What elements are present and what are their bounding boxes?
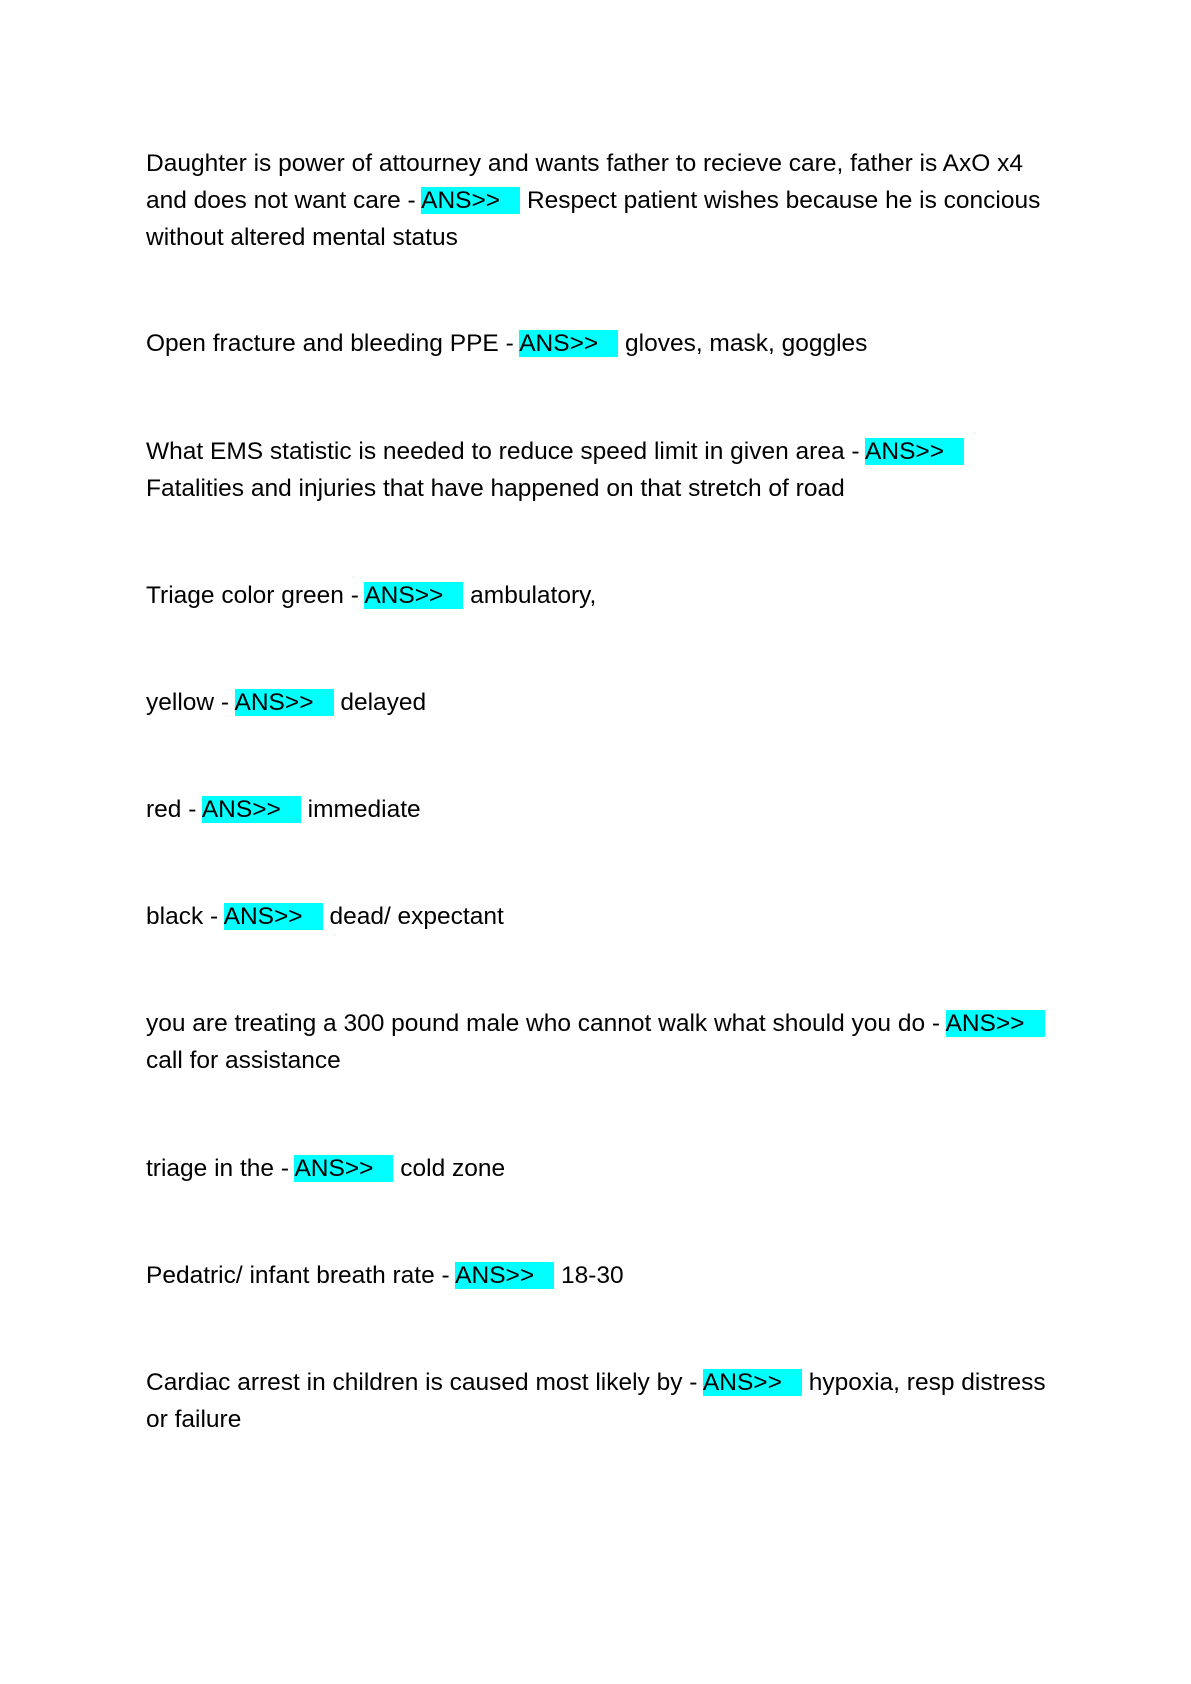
qa-item — [146, 433, 1046, 507]
answer-marker: ANS>> — [455, 1262, 554, 1289]
question-text: yellow - — [146, 689, 235, 716]
qa-item — [146, 1005, 1046, 1079]
question-text: Triage color green - — [146, 582, 365, 609]
answer-text: cold zone — [400, 1155, 506, 1182]
answer-marker: ANS>> — [364, 582, 463, 609]
question-text: red - — [146, 796, 202, 823]
qa-item — [146, 577, 1046, 614]
answer-marker: ANS>> — [294, 1155, 393, 1182]
question-text: you are treating a 300 pound male who cannot walk what should you do - — [146, 1010, 946, 1037]
question-text: Cardiac arrest in children is caused most likely by - — [146, 1369, 703, 1396]
answer-text: call for assistance — [146, 1047, 341, 1074]
answer-marker: ANS>> — [421, 187, 520, 214]
qa-item — [146, 898, 1046, 935]
answer-marker: ANS>> — [519, 330, 618, 357]
qa-item — [146, 1257, 1046, 1294]
qa-item — [146, 145, 1046, 256]
qa-item — [146, 1150, 1046, 1187]
question-text: Open fracture and bleeding PPE - — [146, 330, 520, 357]
question-text: black - — [146, 903, 224, 930]
answer-text: delayed — [340, 689, 427, 716]
answer-text: gloves, mask, goggles — [625, 330, 868, 357]
answer-text: Respect patient wishes because he is concious without altered mental status — [146, 187, 1041, 251]
answer-text: immediate — [307, 796, 421, 823]
question-text: Pedatric/ infant breath rate - — [146, 1262, 456, 1289]
answer-text: hypoxia, resp distress or failure — [146, 1369, 1046, 1433]
answer-text: Fatalities and injuries that have happened on that stretch of road — [146, 475, 845, 502]
answer-marker: ANS>> — [946, 1010, 1045, 1037]
answer-marker: ANS>> — [865, 438, 964, 465]
answer-marker: ANS>> — [703, 1369, 802, 1396]
answer-text: dead/ expectant — [329, 903, 504, 930]
qa-item — [146, 791, 1046, 828]
qa-item — [146, 684, 1046, 721]
answer-marker: ANS>> — [224, 903, 323, 930]
qa-item — [146, 1364, 1046, 1438]
question-text: Daughter is power of attourney and wants father to recieve care, father is AxO x4 and does not want care - — [146, 150, 1024, 214]
qa-item — [146, 325, 1046, 362]
question-text: What EMS statistic is needed to reduce speed limit in given area - — [146, 438, 866, 465]
answer-text: ambulatory, — [470, 582, 597, 609]
answer-text: 18-30 — [560, 1262, 624, 1289]
answer-marker: ANS>> — [235, 689, 334, 716]
question-text: triage in the - — [146, 1155, 295, 1182]
answer-marker: ANS>> — [202, 796, 301, 823]
